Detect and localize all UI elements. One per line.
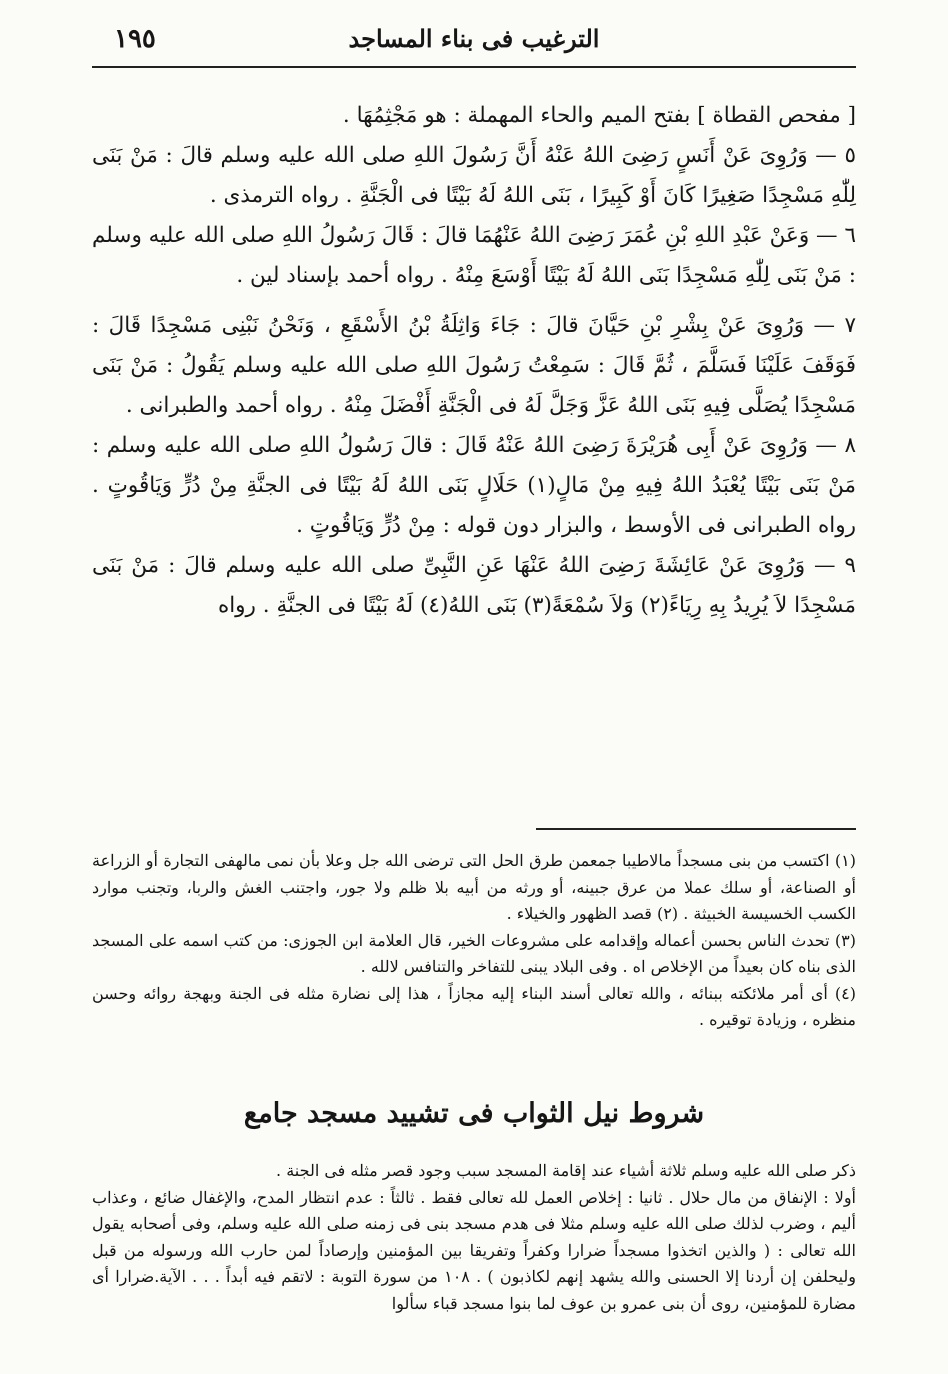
section-intro: ذكر صلى الله عليه وسلم ثلاثة أشياء عند إقامة المسجد سبب وجود قصر مثله فى الجنة . — [276, 1161, 856, 1180]
hadith-9: ٩ — وَرُوِىَ عَنْ عَائِشَةَ رَضِىَ اللهُ عَنْهَا عَنِ النَّبِىِّ صلى الله عليه وسلم قالَ : مَنْ بَنَى مَسْجِدًا لاَ يُرِيدُ بِهِ رِيَاءً(٢) وَلاَ سُمْعَةً(٣) بَنَى اللهُ(٤) لَهُ بَيْتًا فى الجنَّةِ . رواه — [92, 553, 856, 618]
footnotes — [92, 848, 856, 1034]
footnote-rule — [536, 828, 856, 830]
hadith-7: ٧ — وَرُوِىَ عَنْ بِشْرِ بْنِ حَيَّانَ قالَ : جَاءَ وَاثِلَةُ بْنُ الأَسْقَعِ ، وَنَحْنُ نَبْنِى مَسْجِدًا قَالَ : فَوَقَفَ عَلَيْنَا فَسَلَّمَ ، ثُمَّ قَالَ : سَمِعْتُ رَسُولَ اللهِ صلى الله عليه وسلم يَقُولُ : مَنْ بَنَى مَسْجِدًا يُصَلَّى فِيهِ بَنَى اللهُ عَزَّ وَجَلَّ لَهُ فى الْجَنَّةِ أَفْضَلَ مِنْهُ . رواه أحمد والطبرانى . — [92, 313, 856, 418]
page-number: ١٩٥ — [114, 24, 156, 54]
footnote-1-2: (١) اكتسب من بنى مسجداً مالاطيبا جمعمن طرق الحل التى ترضى الله جل وعلا بأن نمى مالهفى التجارة أو الزراعة أو الصناعة، أو سلك عملا من عرق جبينه، أو ورثه من أبيه بلا ظلم ولا جور، واجتنب الغش والربا، وتجنب موارد الكسب الخسيسة الخبيثة . (٢) قصد الظهور والخيلاء . — [92, 851, 856, 923]
section-conditions: أولا : الإنفاق من مال حلال . ثانيا : إخلاص العمل لله تعالى فقط . ثالثاً : عدم انتظار المدح، والإغفال ضائع ، وعذاب أليم ، وضرب لذلك صلى الله عليه وسلم مثلا فى هدم مسجد بنى فى زمنه صلى الله عليه وسلم، وفى أصحابه يقول الله تعالى : ( والذين اتخذوا مسجداً ضرارا وكفراً وتفريقا بين المؤمنين وإرصاداً لمن حارب الله ورسوله من قبل وليحلفن إن أردنا إلا الحسنى والله يشهد إنهم لكاذبون ) . ١٠٨ من سورة التوبة : لاتقم فيه أبداً . . . الآية.ضرارا أى مضارة للمؤمنين، روى أن بنى عمرو بن عوف لما بنوا مسجد قباء سألوا — [92, 1187, 856, 1313]
header-rule — [92, 66, 856, 68]
hadith-8: ٨ — وَرُوِىَ عَنْ أَبِى هُرَيْرَةَ رَضِىَ اللهُ عَنْهُ قَالَ : قالَ رَسُولُ اللهِ صلى الله عليه وسلم : مَنْ بَنَى بَيْتًا يُعْبَدُ اللهُ فِيهِ مِنْ مَالٍ(١) حَلَالٍ بَنَى اللهُ لَهُ بَيْتًا فى الجنَّةِ مِنْ دُرٍّ وَيَاقُوتٍ . رواه الطبرانى فى الأوسط ، والبزار دون قوله : مِنْ دُرٍّ وَيَاقُوتٍ . — [92, 433, 856, 538]
footnote-3: (٣) تحدث الناس بحسن أعماله وإقدامه على مشروعات الخير، قال العلامة ابن الجوزى: من كتب اسمه على المسجد الذى بناه كان بعيداً من الإخلاص اه . وفى البلاد يبنى للتفاخر والتنافس لالله . — [92, 930, 857, 976]
footnote-4: (٤) أى أمر ملائكته ببنائه ، والله تعالى أسند البناء إليه مجازاً ، هذا إلى نضارة مثله فى الجنة وبهجة روائه وحسن منظره ، وزيادة توقيره . — [92, 983, 857, 1029]
gloss-paragraph: [ مفحص القطاة ] بفتح الميم والحاء المهملة : هو مَجْثِمُهَا . — [342, 103, 856, 128]
hadith-6: ٦ — وَعَنْ عَبْدِ اللهِ بْنِ عُمَرَ رَضِىَ اللهُ عَنْهُمَا قالَ : قَالَ رَسُولُ اللهِ صلى الله عليه وسلم : مَنْ بَنَى لِلّٰهِ مَسْجِدًا بَنَى اللهُ لَهُ بَيْتًا أَوْسَعَ مِنْهُ . رواه أحمد بإسناد لين . — [92, 223, 856, 288]
running-title: الترغيب فى بناء المساجد — [348, 24, 600, 53]
page-header — [92, 18, 856, 64]
main-text — [92, 96, 856, 626]
section-body — [92, 1158, 856, 1317]
hadith-5: ٥ — وَرُوِىَ عَنْ أَنَسٍ رَضِىَ اللهُ عَنْهُ أَنَّ رَسُولَ اللهِ صلى الله عليه وسلم قالَ : مَنْ بَنَى لِلّٰهِ مَسْجِدًا صَغِيرًا كَانَ أَوْ كَبِيرًا ، بَنَى اللهُ لَهُ بَيْتًا فى الْجَنَّةِ . رواه الترمذى . — [92, 143, 856, 208]
section-heading: شروط نيل الثواب فى تشييد مسجد جامع — [243, 1098, 705, 1129]
